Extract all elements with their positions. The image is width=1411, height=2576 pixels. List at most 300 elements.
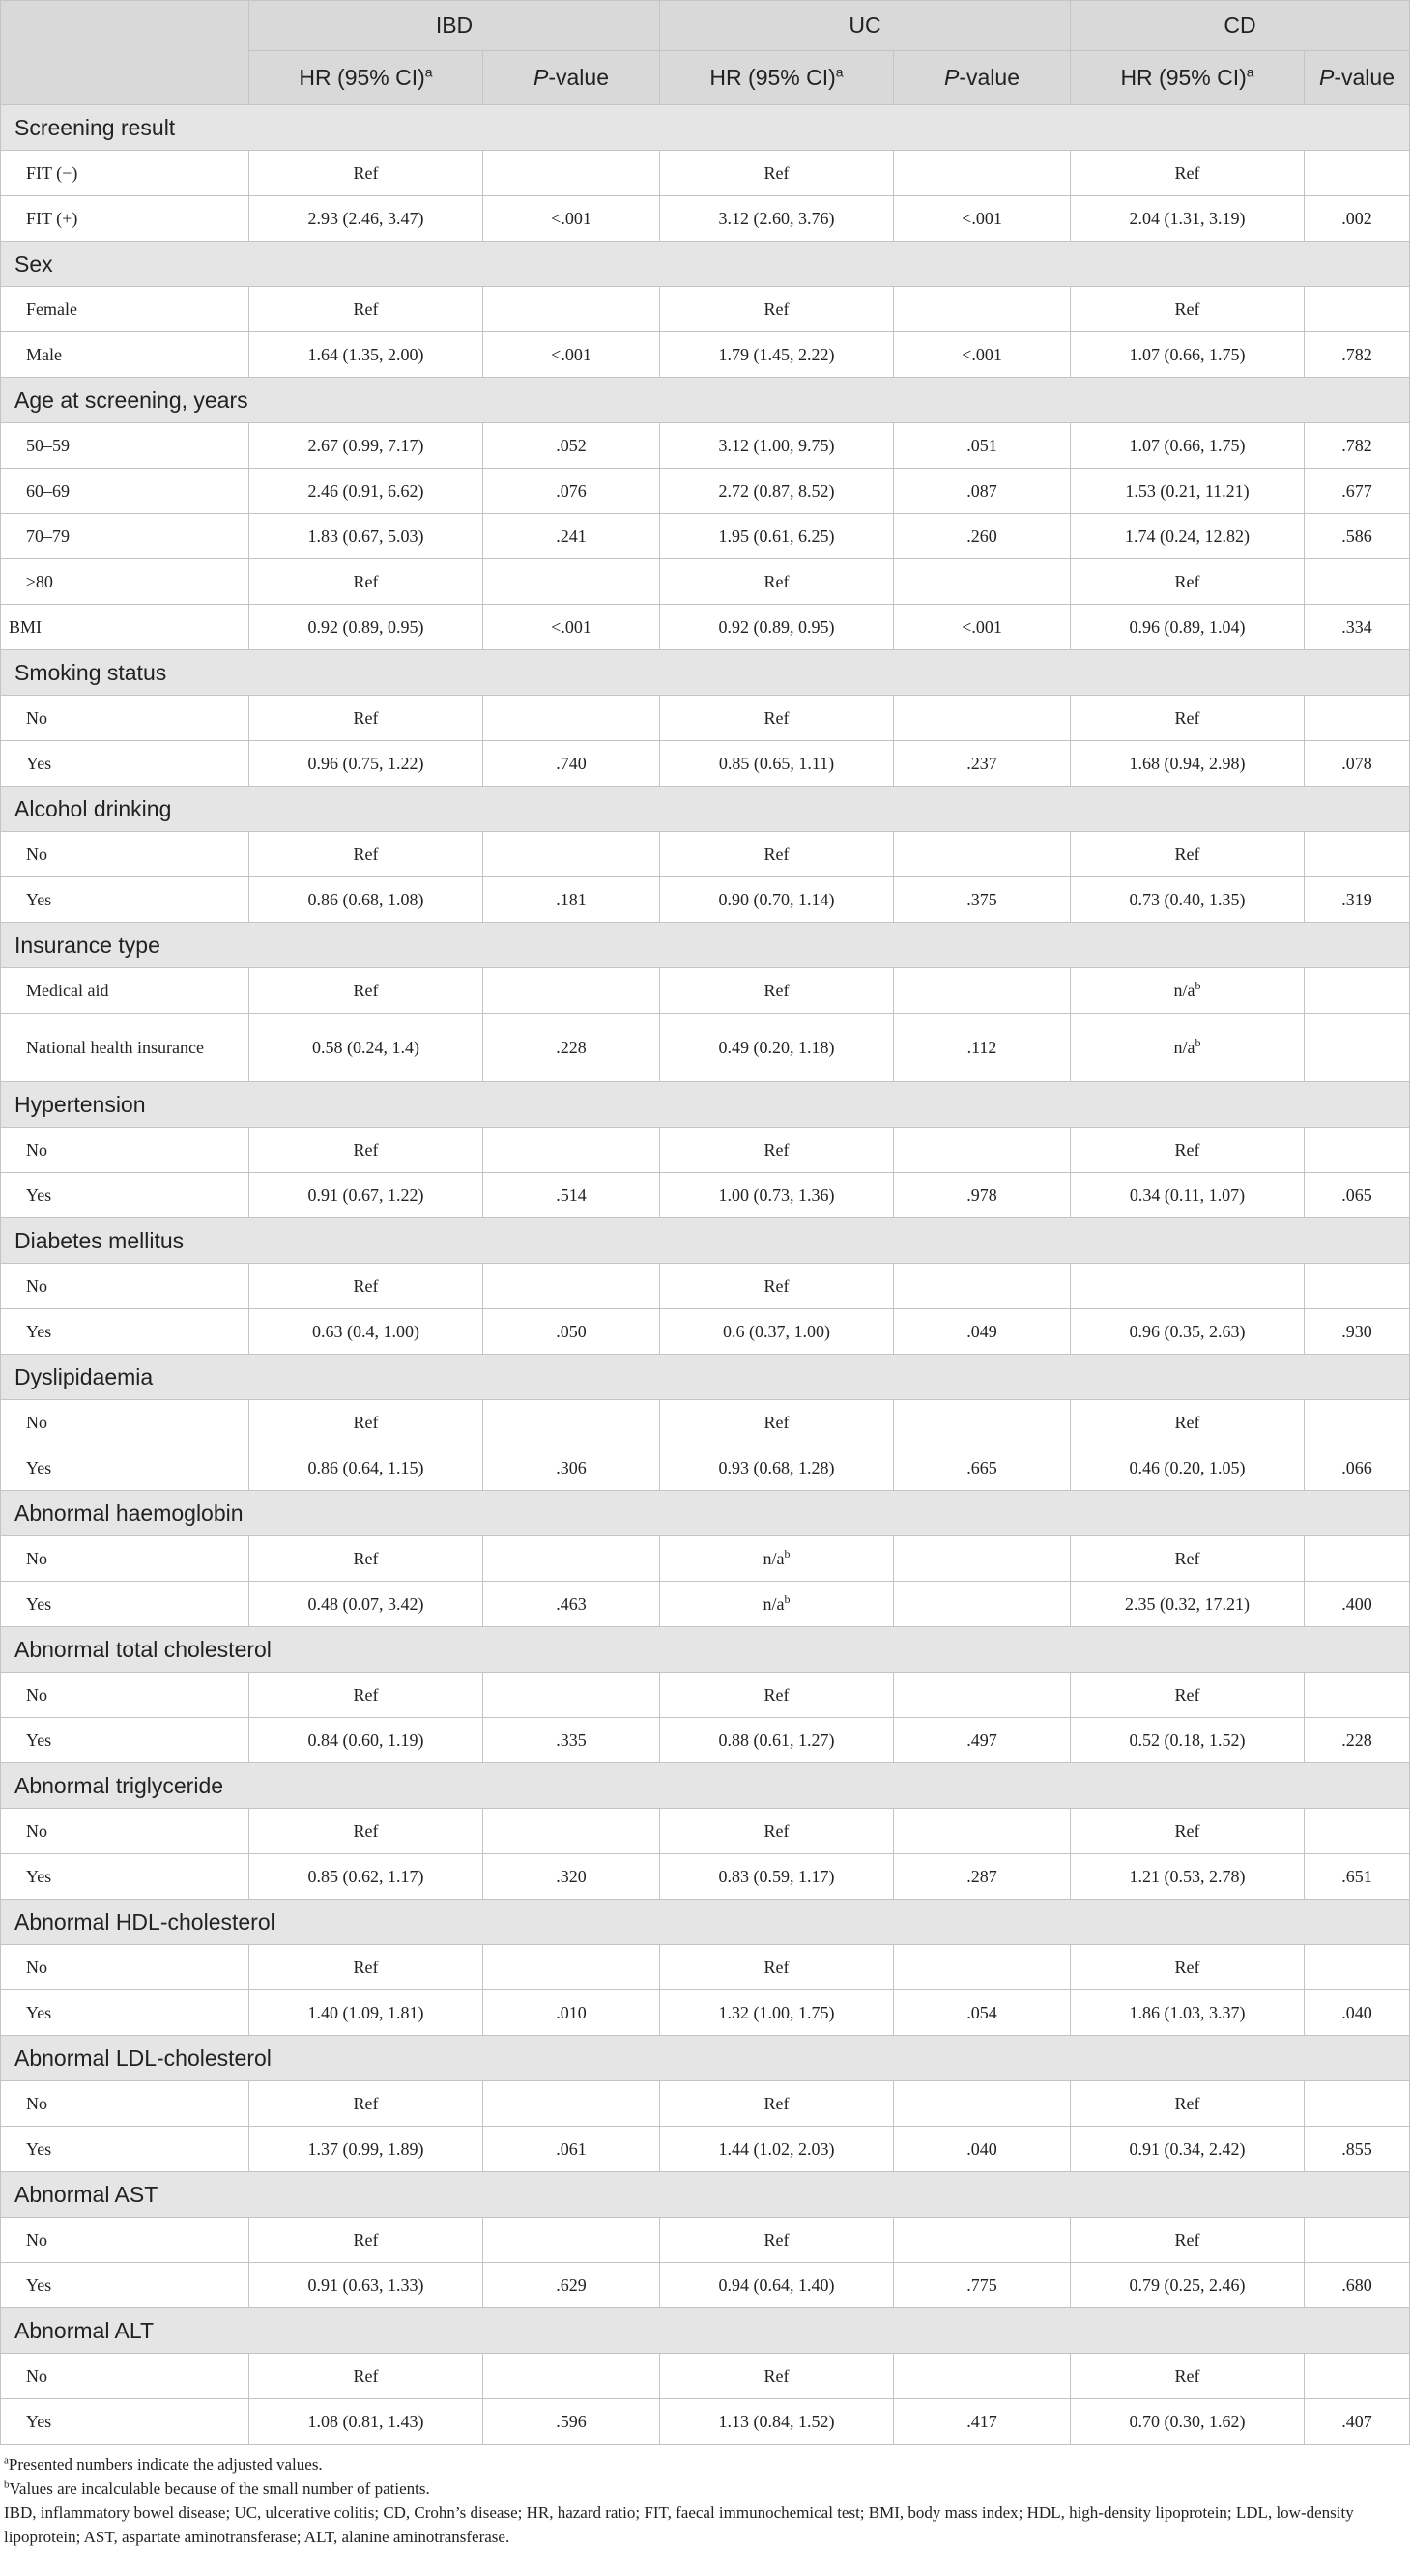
row-label: Male bbox=[1, 332, 249, 378]
row-label: FIT (−) bbox=[1, 151, 249, 196]
cell-cd-p: .651 bbox=[1305, 1854, 1410, 1900]
cell-ibd-hr: Ref bbox=[249, 1673, 483, 1718]
p-label-rest: -value bbox=[959, 65, 1020, 90]
cell-cd-p bbox=[1305, 287, 1410, 332]
cell-uc-p bbox=[894, 1582, 1071, 1627]
cell-cd-p bbox=[1305, 1536, 1410, 1582]
cell-cd-hr: Ref bbox=[1071, 559, 1305, 605]
row-label: No bbox=[1, 1400, 249, 1445]
cell-cd-hr: 0.46 (0.20, 1.05) bbox=[1071, 1445, 1305, 1491]
cell-ibd-p: .629 bbox=[483, 2263, 660, 2308]
cell-uc-hr: 0.6 (0.37, 1.00) bbox=[660, 1309, 894, 1355]
cell-value: n/a bbox=[1173, 980, 1195, 1000]
row-label: No bbox=[1, 832, 249, 877]
cell-cd-hr: 0.79 (0.25, 2.46) bbox=[1071, 2263, 1305, 2308]
cell-uc-p: .287 bbox=[894, 1854, 1071, 1900]
cell-cd-hr: Ref bbox=[1071, 1536, 1305, 1582]
section-label: Alcohol drinking bbox=[1, 787, 1410, 832]
cell-uc-p: .665 bbox=[894, 1445, 1071, 1491]
cell-uc-hr: 3.12 (2.60, 3.76) bbox=[660, 196, 894, 242]
cell-ibd-hr: 1.40 (1.09, 1.81) bbox=[249, 1990, 483, 2036]
header-group-ibd: IBD bbox=[249, 1, 660, 51]
header-group-uc: UC bbox=[660, 1, 1071, 51]
cell-uc-hr: Ref bbox=[660, 2218, 894, 2263]
table-row bbox=[1, 1673, 1410, 1718]
cell-cd-p bbox=[1305, 1014, 1410, 1082]
cell-uc-p bbox=[894, 696, 1071, 741]
cell-uc-p bbox=[894, 1809, 1071, 1854]
footnote-text: Values are incalculable because of the small number of patients. bbox=[9, 2479, 430, 2498]
cell-cd-p bbox=[1305, 1400, 1410, 1445]
row-label: No bbox=[1, 2081, 249, 2127]
cell-uc-p: .237 bbox=[894, 741, 1071, 787]
cell-ibd-hr: Ref bbox=[249, 2354, 483, 2399]
cell-uc-hr: Ref bbox=[660, 1673, 894, 1718]
cell-ibd-hr: Ref bbox=[249, 1128, 483, 1173]
table-row bbox=[1, 1854, 1410, 1900]
cell-uc-hr: 1.79 (1.45, 2.22) bbox=[660, 332, 894, 378]
cell-cd-hr: Ref bbox=[1071, 832, 1305, 877]
cell-ibd-p bbox=[483, 2081, 660, 2127]
cell-ibd-p bbox=[483, 968, 660, 1014]
cell-ibd-p: .228 bbox=[483, 1014, 660, 1082]
cell-uc-p: .054 bbox=[894, 1990, 1071, 2036]
row-label: Female bbox=[1, 287, 249, 332]
cell-uc-p bbox=[894, 287, 1071, 332]
footnote-text: Presented numbers indicate the adjusted values. bbox=[8, 2455, 323, 2474]
cell-ibd-hr: 0.96 (0.75, 1.22) bbox=[249, 741, 483, 787]
cell-uc-p bbox=[894, 1536, 1071, 1582]
cell-cd-p bbox=[1305, 1809, 1410, 1854]
cell-cd-p bbox=[1305, 968, 1410, 1014]
hr-label: HR (95% CI) bbox=[1120, 65, 1247, 90]
section-row bbox=[1, 650, 1410, 696]
row-label: No bbox=[1, 1809, 249, 1854]
hr-label: HR (95% CI) bbox=[709, 65, 836, 90]
row-label: Medical aid bbox=[1, 968, 249, 1014]
cell-cd-p bbox=[1305, 1945, 1410, 1990]
cell-uc-p: <.001 bbox=[894, 196, 1071, 242]
cell-cd-hr: 0.73 (0.40, 1.35) bbox=[1071, 877, 1305, 923]
cell-cd-p: .680 bbox=[1305, 2263, 1410, 2308]
cell-uc-hr bbox=[660, 1536, 894, 1582]
footnote-text: IBD, inflammatory bowel disease; UC, ulcerative colitis; CD, Crohn’s disease; HR, hazard ratio; FIT, faecal immunochemical test; BMI, body mass index; HDL, high-density lipoprotein; LDL, low-density lipoprotein; AST, aspartate aminotransferase; ALT, alanine aminotransferase. bbox=[4, 2504, 1354, 2546]
cell-value: n/a bbox=[1173, 1037, 1195, 1057]
cell-ibd-p bbox=[483, 1945, 660, 1990]
cell-cd-p bbox=[1305, 2218, 1410, 2263]
cell-cd-hr: Ref bbox=[1071, 1400, 1305, 1445]
cell-uc-p bbox=[894, 2081, 1071, 2127]
cell-ibd-hr: Ref bbox=[249, 2081, 483, 2127]
cell-cd-p bbox=[1305, 559, 1410, 605]
cell-cd-hr: 1.21 (0.53, 2.78) bbox=[1071, 1854, 1305, 1900]
row-label: No bbox=[1, 1128, 249, 1173]
section-row bbox=[1, 1627, 1410, 1673]
row-label: Yes bbox=[1, 741, 249, 787]
cell-ibd-hr: 0.84 (0.60, 1.19) bbox=[249, 1718, 483, 1763]
header-corner-cell bbox=[1, 1, 249, 105]
table-row bbox=[1, 559, 1410, 605]
section-row bbox=[1, 242, 1410, 287]
cell-ibd-p: .306 bbox=[483, 1445, 660, 1491]
cell-value: n/a bbox=[763, 1593, 785, 1614]
section-label: Hypertension bbox=[1, 1082, 1410, 1128]
section-row bbox=[1, 1491, 1410, 1536]
table-row bbox=[1, 2354, 1410, 2399]
cell-ibd-hr: Ref bbox=[249, 1809, 483, 1854]
cell-cd-hr: Ref bbox=[1071, 1128, 1305, 1173]
row-label: Yes bbox=[1, 2399, 249, 2445]
cell-cd-hr: 1.07 (0.66, 1.75) bbox=[1071, 332, 1305, 378]
cell-cd-hr: 2.35 (0.32, 17.21) bbox=[1071, 1582, 1305, 1627]
cell-cd-p: .078 bbox=[1305, 741, 1410, 787]
row-label: Yes bbox=[1, 1173, 249, 1218]
table-row bbox=[1, 2399, 1410, 2445]
table-row bbox=[1, 1536, 1410, 1582]
hr-label: HR (95% CI) bbox=[299, 65, 425, 90]
header-group-cd: CD bbox=[1071, 1, 1410, 51]
cell-cd-p bbox=[1305, 2081, 1410, 2127]
cell-uc-hr: 1.32 (1.00, 1.75) bbox=[660, 1990, 894, 2036]
header-p-ibd bbox=[483, 51, 660, 105]
cell-uc-hr: Ref bbox=[660, 968, 894, 1014]
table-row bbox=[1, 968, 1410, 1014]
footnote-mark: b bbox=[1195, 1035, 1201, 1049]
row-label: Yes bbox=[1, 2127, 249, 2172]
cell-uc-p bbox=[894, 1264, 1071, 1309]
cell-cd-p: .677 bbox=[1305, 469, 1410, 514]
footnote-mark: b bbox=[4, 2478, 10, 2491]
table-row bbox=[1, 469, 1410, 514]
row-label: 60–69 bbox=[1, 469, 249, 514]
cell-ibd-hr: Ref bbox=[249, 1400, 483, 1445]
cell-cd-hr bbox=[1071, 1264, 1305, 1309]
cell-ibd-hr: Ref bbox=[249, 559, 483, 605]
table-header bbox=[1, 1, 1410, 105]
cell-uc-p bbox=[894, 2218, 1071, 2263]
cell-uc-p bbox=[894, 151, 1071, 196]
cell-uc-p: .260 bbox=[894, 514, 1071, 559]
row-label: FIT (+) bbox=[1, 196, 249, 242]
cell-ibd-p: .740 bbox=[483, 741, 660, 787]
table-row bbox=[1, 1809, 1410, 1854]
cell-uc-hr: Ref bbox=[660, 1264, 894, 1309]
table-row bbox=[1, 1445, 1410, 1491]
table-row bbox=[1, 605, 1410, 650]
cell-cd-hr: 1.86 (1.03, 3.37) bbox=[1071, 1990, 1305, 2036]
header-hr-ibd bbox=[249, 51, 483, 105]
cell-cd-p bbox=[1305, 151, 1410, 196]
cell-uc-hr: 1.95 (0.61, 6.25) bbox=[660, 514, 894, 559]
table-row bbox=[1, 741, 1410, 787]
cell-uc-hr: 0.90 (0.70, 1.14) bbox=[660, 877, 894, 923]
table-row bbox=[1, 2263, 1410, 2308]
section-row bbox=[1, 1355, 1410, 1400]
cell-ibd-hr: 0.85 (0.62, 1.17) bbox=[249, 1854, 483, 1900]
cell-uc-p: .417 bbox=[894, 2399, 1071, 2445]
footnote bbox=[4, 2501, 1411, 2549]
cell-uc-hr bbox=[660, 1582, 894, 1627]
cell-cd-hr: Ref bbox=[1071, 1809, 1305, 1854]
cell-ibd-p bbox=[483, 2218, 660, 2263]
cell-ibd-p: <.001 bbox=[483, 196, 660, 242]
table-row bbox=[1, 1309, 1410, 1355]
cell-ibd-hr: 0.48 (0.07, 3.42) bbox=[249, 1582, 483, 1627]
section-row bbox=[1, 923, 1410, 968]
cell-cd-hr: 0.91 (0.34, 2.42) bbox=[1071, 2127, 1305, 2172]
table-body bbox=[1, 105, 1410, 2445]
cell-ibd-p: <.001 bbox=[483, 605, 660, 650]
cell-ibd-hr: Ref bbox=[249, 151, 483, 196]
table-row bbox=[1, 1582, 1410, 1627]
section-label: Abnormal AST bbox=[1, 2172, 1410, 2218]
row-label: Yes bbox=[1, 2263, 249, 2308]
cell-uc-hr: Ref bbox=[660, 2354, 894, 2399]
section-label: Sex bbox=[1, 242, 1410, 287]
cell-ibd-hr: 0.92 (0.89, 0.95) bbox=[249, 605, 483, 650]
cell-ibd-p bbox=[483, 1128, 660, 1173]
table-row bbox=[1, 832, 1410, 877]
cell-cd-p: .334 bbox=[1305, 605, 1410, 650]
cell-uc-p bbox=[894, 968, 1071, 1014]
table-row bbox=[1, 2081, 1410, 2127]
cell-uc-p: .497 bbox=[894, 1718, 1071, 1763]
cell-uc-p bbox=[894, 1945, 1071, 1990]
row-label: No bbox=[1, 2354, 249, 2399]
cell-ibd-p: .061 bbox=[483, 2127, 660, 2172]
row-label: 50–59 bbox=[1, 423, 249, 469]
cell-cd-hr: Ref bbox=[1071, 2081, 1305, 2127]
row-label: Yes bbox=[1, 1718, 249, 1763]
cell-ibd-hr: 2.93 (2.46, 3.47) bbox=[249, 196, 483, 242]
cell-cd-p: .065 bbox=[1305, 1173, 1410, 1218]
cell-cd-hr: 0.52 (0.18, 1.52) bbox=[1071, 1718, 1305, 1763]
table-row bbox=[1, 287, 1410, 332]
cell-ibd-p bbox=[483, 1673, 660, 1718]
cell-cd-hr: Ref bbox=[1071, 2354, 1305, 2399]
table-row bbox=[1, 1128, 1410, 1173]
cell-cd-p: .586 bbox=[1305, 514, 1410, 559]
cell-cd-hr: Ref bbox=[1071, 2218, 1305, 2263]
cell-uc-hr: Ref bbox=[660, 832, 894, 877]
table-footnotes bbox=[0, 2445, 1411, 2549]
cell-cd-p: .855 bbox=[1305, 2127, 1410, 2172]
cell-ibd-hr: 1.08 (0.81, 1.43) bbox=[249, 2399, 483, 2445]
cell-cd-hr: Ref bbox=[1071, 1673, 1305, 1718]
cell-cd-hr: 1.53 (0.21, 11.21) bbox=[1071, 469, 1305, 514]
cell-uc-p bbox=[894, 1400, 1071, 1445]
cell-uc-p: .051 bbox=[894, 423, 1071, 469]
cell-uc-hr: 2.72 (0.87, 8.52) bbox=[660, 469, 894, 514]
cell-uc-hr: 1.00 (0.73, 1.36) bbox=[660, 1173, 894, 1218]
table-row bbox=[1, 151, 1410, 196]
cell-cd-p: .782 bbox=[1305, 332, 1410, 378]
cell-ibd-p bbox=[483, 832, 660, 877]
table-row bbox=[1, 1400, 1410, 1445]
table-row bbox=[1, 1173, 1410, 1218]
cell-uc-hr: 0.88 (0.61, 1.27) bbox=[660, 1718, 894, 1763]
cell-uc-hr: Ref bbox=[660, 151, 894, 196]
cell-cd-hr: 1.07 (0.66, 1.75) bbox=[1071, 423, 1305, 469]
section-row bbox=[1, 2036, 1410, 2081]
cell-ibd-p bbox=[483, 1809, 660, 1854]
p-label-italic: P bbox=[1319, 65, 1335, 90]
footnote-mark: a bbox=[4, 2454, 9, 2467]
cell-ibd-p bbox=[483, 2354, 660, 2399]
cell-uc-hr: Ref bbox=[660, 696, 894, 741]
cell-ibd-p: .076 bbox=[483, 469, 660, 514]
cell-cd-hr: 1.68 (0.94, 2.98) bbox=[1071, 741, 1305, 787]
cell-ibd-hr: 2.67 (0.99, 7.17) bbox=[249, 423, 483, 469]
cell-uc-hr: 0.92 (0.89, 0.95) bbox=[660, 605, 894, 650]
cell-uc-hr: 3.12 (1.00, 9.75) bbox=[660, 423, 894, 469]
cell-cd-p: .066 bbox=[1305, 1445, 1410, 1491]
cell-ibd-hr: 1.64 (1.35, 2.00) bbox=[249, 332, 483, 378]
cell-ibd-p: .514 bbox=[483, 1173, 660, 1218]
cell-uc-p: <.001 bbox=[894, 605, 1071, 650]
table-row bbox=[1, 2127, 1410, 2172]
cell-ibd-hr: Ref bbox=[249, 1264, 483, 1309]
hr-footnote-mark: a bbox=[424, 64, 433, 80]
cell-uc-p bbox=[894, 559, 1071, 605]
row-label: Yes bbox=[1, 877, 249, 923]
cell-value: n/a bbox=[763, 1548, 785, 1568]
cell-ibd-hr: Ref bbox=[249, 968, 483, 1014]
cell-uc-p: .112 bbox=[894, 1014, 1071, 1082]
cell-uc-hr: 0.49 (0.20, 1.18) bbox=[660, 1014, 894, 1082]
row-label: Yes bbox=[1, 1582, 249, 1627]
cell-uc-hr: Ref bbox=[660, 1400, 894, 1445]
footnote-mark: b bbox=[784, 1546, 791, 1560]
row-label: No bbox=[1, 1264, 249, 1309]
cell-ibd-p: .052 bbox=[483, 423, 660, 469]
row-label: Yes bbox=[1, 1990, 249, 2036]
table-row bbox=[1, 423, 1410, 469]
cell-cd-p bbox=[1305, 1128, 1410, 1173]
cell-ibd-hr: Ref bbox=[249, 1536, 483, 1582]
cell-cd-p bbox=[1305, 1264, 1410, 1309]
cell-cd-hr: 2.04 (1.31, 3.19) bbox=[1071, 196, 1305, 242]
row-label: 70–79 bbox=[1, 514, 249, 559]
cell-cd-hr: Ref bbox=[1071, 1945, 1305, 1990]
cell-ibd-hr: Ref bbox=[249, 1945, 483, 1990]
hr-footnote-mark: a bbox=[1246, 64, 1254, 80]
table-row bbox=[1, 1718, 1410, 1763]
table-row bbox=[1, 1264, 1410, 1309]
footnote bbox=[4, 2452, 1411, 2476]
cell-cd-p bbox=[1305, 2354, 1410, 2399]
cell-uc-p bbox=[894, 832, 1071, 877]
section-label: Abnormal ALT bbox=[1, 2308, 1410, 2354]
section-row bbox=[1, 1082, 1410, 1128]
cell-cd-hr: 0.96 (0.89, 1.04) bbox=[1071, 605, 1305, 650]
cell-ibd-hr: Ref bbox=[249, 2218, 483, 2263]
table-row bbox=[1, 877, 1410, 923]
section-label: Age at screening, years bbox=[1, 378, 1410, 423]
cell-ibd-p bbox=[483, 696, 660, 741]
table-row bbox=[1, 1945, 1410, 1990]
cell-ibd-hr: Ref bbox=[249, 832, 483, 877]
header-p-uc bbox=[894, 51, 1071, 105]
section-label: Diabetes mellitus bbox=[1, 1218, 1410, 1264]
cell-uc-p: .087 bbox=[894, 469, 1071, 514]
section-label: Smoking status bbox=[1, 650, 1410, 696]
cell-cd-p: .782 bbox=[1305, 423, 1410, 469]
cell-cd-p bbox=[1305, 832, 1410, 877]
header-hr-uc bbox=[660, 51, 894, 105]
cell-ibd-hr: Ref bbox=[249, 696, 483, 741]
section-row bbox=[1, 2308, 1410, 2354]
table-row bbox=[1, 2218, 1410, 2263]
cell-uc-hr: Ref bbox=[660, 559, 894, 605]
header-p-cd bbox=[1305, 51, 1410, 105]
cell-cd-p: .407 bbox=[1305, 2399, 1410, 2445]
row-label: National health insurance bbox=[1, 1014, 249, 1082]
section-label: Abnormal HDL-cholesterol bbox=[1, 1900, 1410, 1945]
row-label: No bbox=[1, 1536, 249, 1582]
cell-cd-hr: Ref bbox=[1071, 696, 1305, 741]
cell-ibd-p: .596 bbox=[483, 2399, 660, 2445]
table-row bbox=[1, 1014, 1410, 1082]
p-label-rest: -value bbox=[548, 65, 609, 90]
section-label: Screening result bbox=[1, 105, 1410, 151]
cell-cd-hr: 0.70 (0.30, 1.62) bbox=[1071, 2399, 1305, 2445]
cell-cd-p bbox=[1305, 1673, 1410, 1718]
cell-ibd-hr: 1.37 (0.99, 1.89) bbox=[249, 2127, 483, 2172]
cell-ibd-hr: 0.91 (0.67, 1.22) bbox=[249, 1173, 483, 1218]
cell-ibd-p: .463 bbox=[483, 1582, 660, 1627]
cell-cd-p: .319 bbox=[1305, 877, 1410, 923]
row-label: BMI bbox=[1, 605, 249, 650]
cell-uc-hr: Ref bbox=[660, 2081, 894, 2127]
cell-uc-hr: Ref bbox=[660, 1809, 894, 1854]
section-row bbox=[1, 378, 1410, 423]
header-hr-cd bbox=[1071, 51, 1305, 105]
cell-uc-hr: 0.93 (0.68, 1.28) bbox=[660, 1445, 894, 1491]
cell-cd-hr: 0.96 (0.35, 2.63) bbox=[1071, 1309, 1305, 1355]
section-row bbox=[1, 1763, 1410, 1809]
cell-uc-p bbox=[894, 1128, 1071, 1173]
cell-cd-p: .400 bbox=[1305, 1582, 1410, 1627]
cell-uc-p bbox=[894, 2354, 1071, 2399]
cell-ibd-hr: 0.86 (0.64, 1.15) bbox=[249, 1445, 483, 1491]
section-row bbox=[1, 787, 1410, 832]
section-row bbox=[1, 1900, 1410, 1945]
section-label: Abnormal triglyceride bbox=[1, 1763, 1410, 1809]
section-label: Insurance type bbox=[1, 923, 1410, 968]
cell-cd-hr: 1.74 (0.24, 12.82) bbox=[1071, 514, 1305, 559]
cell-ibd-p: .335 bbox=[483, 1718, 660, 1763]
section-label: Abnormal haemoglobin bbox=[1, 1491, 1410, 1536]
footnote-mark: b bbox=[1195, 978, 1201, 992]
row-label: Yes bbox=[1, 1445, 249, 1491]
footnote bbox=[4, 2476, 1411, 2501]
table-row bbox=[1, 696, 1410, 741]
footnote-mark: b bbox=[784, 1591, 791, 1606]
cell-cd-p: .228 bbox=[1305, 1718, 1410, 1763]
section-row bbox=[1, 2172, 1410, 2218]
cell-ibd-p: .241 bbox=[483, 514, 660, 559]
cell-cd-hr: Ref bbox=[1071, 287, 1305, 332]
cell-cd-p: .040 bbox=[1305, 1990, 1410, 2036]
cell-uc-hr: 1.13 (0.84, 1.52) bbox=[660, 2399, 894, 2445]
cell-ibd-p: <.001 bbox=[483, 332, 660, 378]
cell-ibd-p bbox=[483, 1400, 660, 1445]
cell-uc-p: <.001 bbox=[894, 332, 1071, 378]
cell-uc-hr: Ref bbox=[660, 1128, 894, 1173]
cell-ibd-p: .050 bbox=[483, 1309, 660, 1355]
cell-ibd-p: .010 bbox=[483, 1990, 660, 2036]
